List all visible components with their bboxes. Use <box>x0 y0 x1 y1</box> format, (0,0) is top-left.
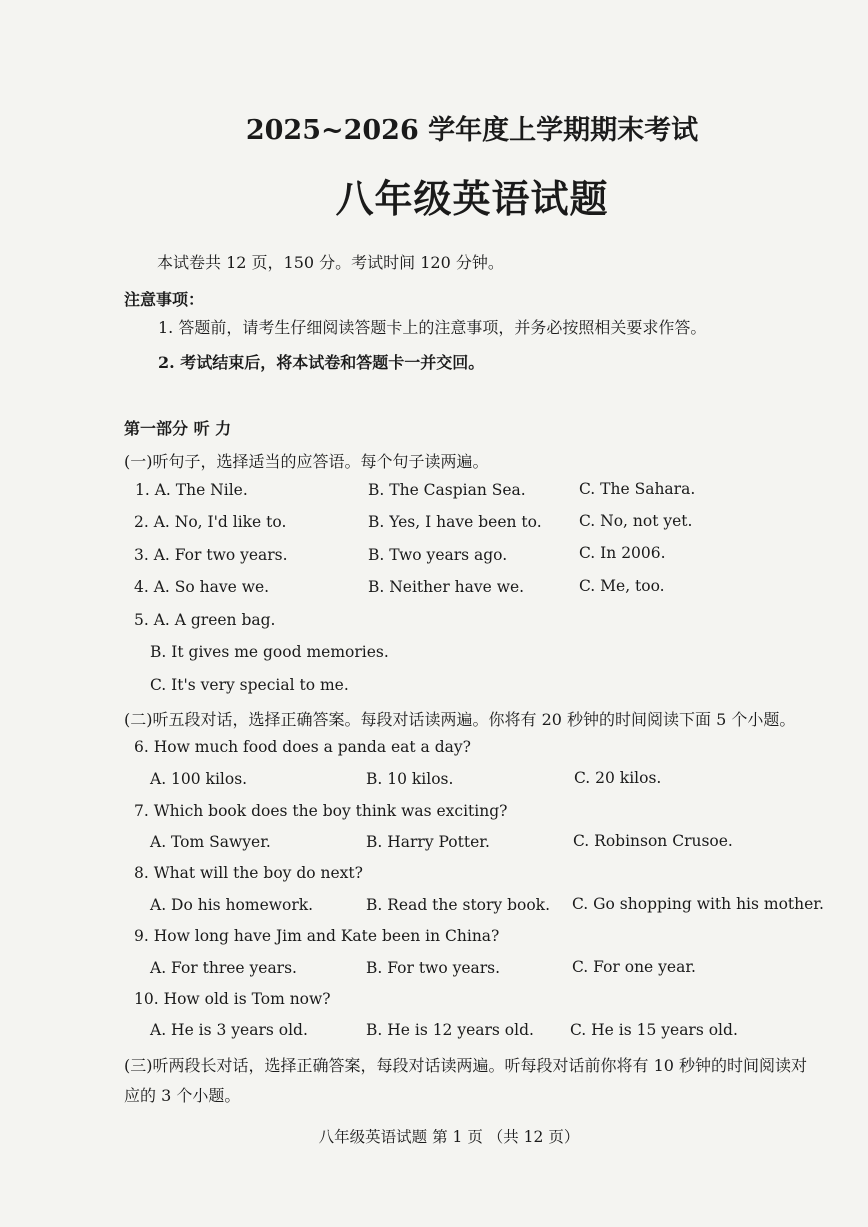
option-b: B. The Caspian Sea. <box>368 481 526 499</box>
option-c: C. He is 15 years old. <box>570 1021 738 1039</box>
option-a: 1. A. The Nile. <box>135 481 248 499</box>
option-b: B. Yes, I have been to. <box>368 513 542 531</box>
option-c: C. In 2006. <box>579 544 666 562</box>
section-instruction: (三)听两段长对话，选择正确答案，每段对话读两遍。听每段对话前你将有 10 秒钟的时间阅读对 <box>124 1056 808 1075</box>
option-a: 3. A. For two years. <box>134 546 288 564</box>
option-a: A. For three years. <box>150 959 297 977</box>
option-a: 2. A. No, I'd like to. <box>134 513 287 531</box>
option-a: A. 100 kilos. <box>150 770 248 788</box>
option-a: A. Do his homework. <box>150 896 314 914</box>
exam-subject-title: 八年级英语试题 <box>335 176 609 221</box>
option-b: B. Two years ago. <box>368 546 508 564</box>
option-b: B. Neither have we. <box>368 578 525 596</box>
option-a: A. He is 3 years old. <box>150 1021 308 1039</box>
option-a: A. Tom Sawyer. <box>150 833 271 851</box>
option-b: B. For two years. <box>366 959 501 977</box>
question-stem: 7. Which book does the boy think was exciting? <box>134 802 508 820</box>
option-b: B. Harry Potter. <box>366 833 490 851</box>
option-c: C. It's very special to me. <box>150 676 349 694</box>
option-c: C. The Sahara. <box>579 480 696 498</box>
option-b: B. 10 kilos. <box>366 770 454 788</box>
option-c: C. Me, too. <box>579 577 665 595</box>
option-c: C. For one year. <box>572 958 696 976</box>
notice-heading: 注意事项： <box>124 290 205 309</box>
option-c: C. 20 kilos. <box>574 769 662 787</box>
question-stem: 6. How much food does a panda eat a day? <box>134 738 471 756</box>
notice-item: 1. 答题前，请考生仔细阅读答题卡上的注意事项，并务必按照相关要求作答。 <box>158 318 707 337</box>
option-b: B. It gives me good memories. <box>150 643 389 661</box>
option-c: C. Robinson Crusoe. <box>573 832 733 850</box>
section-instruction-continued: 应的 3 个小题。 <box>124 1086 241 1105</box>
option-c: C. No, not yet. <box>579 512 693 530</box>
page-footer: 八年级英语试题 第 1 页 （共 12 页） <box>318 1128 580 1146</box>
part-heading: 第一部分 听 力 <box>124 419 232 438</box>
question-stem: 8. What will the boy do next? <box>134 864 363 882</box>
question-stem: 9. How long have Jim and Kate been in China? <box>134 927 500 945</box>
exam-info: 本试卷共 12 页，150 分。考试时间 120 分钟。 <box>157 253 504 272</box>
option-b: B. He is 12 years old. <box>366 1021 534 1039</box>
option-a: 5. A. A green bag. <box>134 611 276 629</box>
option-b: B. Read the story book. <box>366 896 551 914</box>
section-instruction: (二)听五段对话，选择正确答案。每段对话读两遍。你将有 20 秒钟的时间阅读下面 5 个小题。 <box>124 710 796 729</box>
notice-item: 2. 考试结束后，将本试卷和答题卡一并交回。 <box>158 353 485 372</box>
option-c: C. Go shopping with his mother. <box>572 895 824 913</box>
section-instruction: (一)听句子，选择适当的应答语。每个句子读两遍。 <box>124 452 489 471</box>
option-a: 4. A. So have we. <box>134 578 270 596</box>
question-stem: 10. How old is Tom now? <box>134 990 331 1008</box>
exam-title: 2025~2026 学年度上学期期末考试 <box>245 115 699 146</box>
